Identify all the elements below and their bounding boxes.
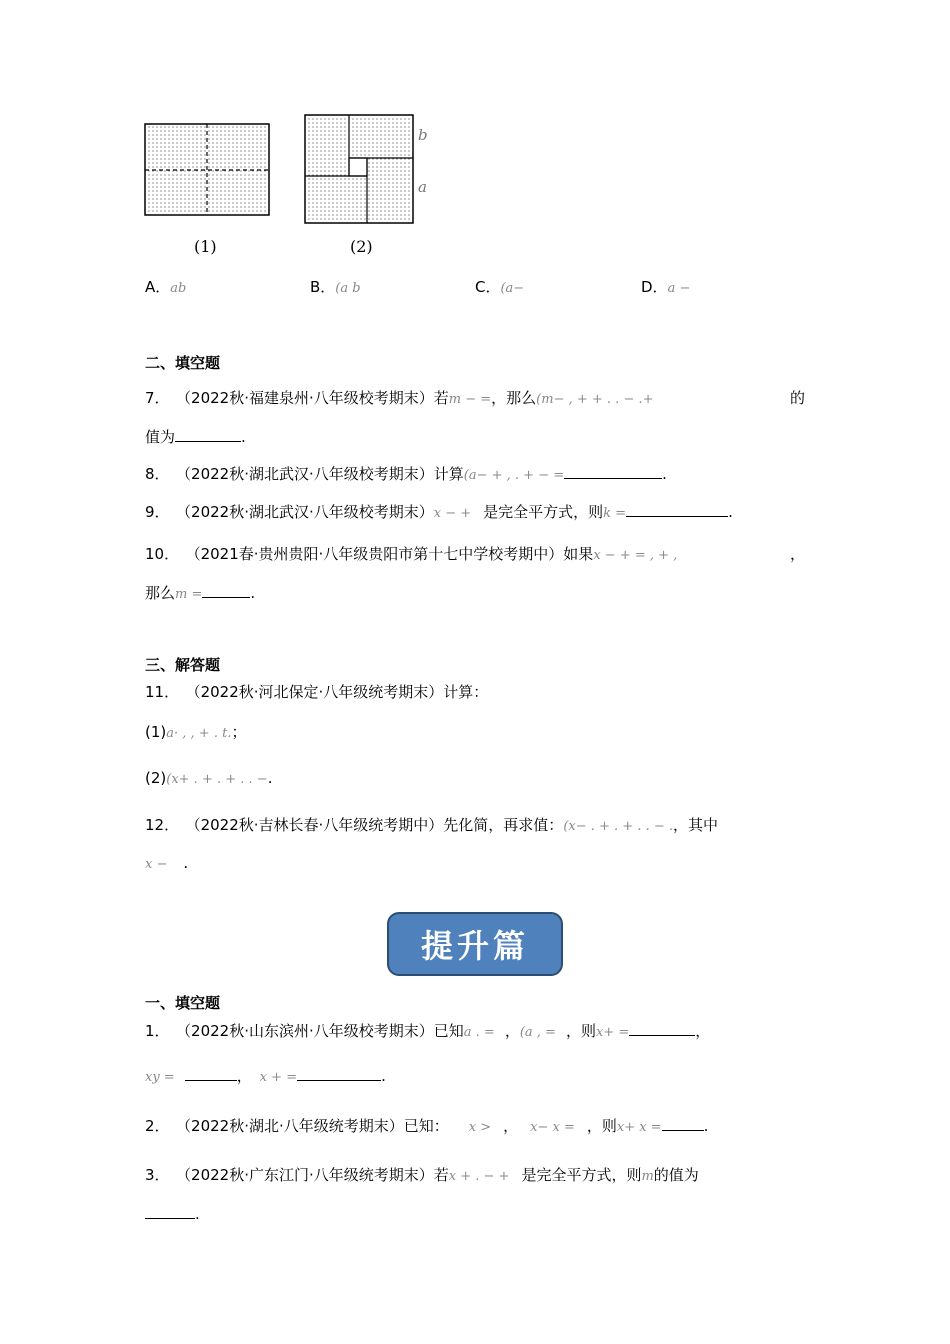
- advanced-question-1-line-2-math-1: xy =: [145, 1070, 175, 1085]
- question-10-line-2-text: 那么: [145, 584, 176, 602]
- question-11-part-1-label: (1): [145, 723, 167, 741]
- option-c-letter: C．: [475, 278, 501, 296]
- advanced-question-1-line-2: [145, 1064, 386, 1089]
- answer-blank-9[interactable]: [626, 500, 728, 517]
- banner-title: 提升篇: [420, 927, 529, 965]
- advanced-question-1-math-2: (a , =: [519, 1025, 556, 1040]
- advanced-question-1-line-2-math-2: x + =: [259, 1070, 298, 1085]
- question-11-part-2: [145, 767, 272, 791]
- question-11-part-1-end: ；: [231, 723, 247, 741]
- section-heading-fill-blank-advanced: 一、填空题: [145, 994, 221, 1012]
- advanced-question-3-number: 3．: [145, 1166, 170, 1184]
- advanced-question-1-math-1: a . =: [463, 1025, 495, 1040]
- advanced-question-1-line-2-end: .: [381, 1067, 386, 1085]
- advanced-question-3-line-2-end: .: [195, 1205, 200, 1223]
- question-10-math: x − + = , + ,: [593, 548, 678, 563]
- section-heading-fill-blank: 二、填空题: [145, 354, 221, 372]
- answer-blank-10[interactable]: [202, 581, 250, 598]
- answer-blank-adv-1c[interactable]: [297, 1064, 381, 1081]
- question-10-number: 10．: [145, 545, 180, 563]
- advanced-question-1-end: ，: [695, 1022, 711, 1040]
- option-b-letter: B．: [310, 278, 336, 296]
- question-9-math-2: k =: [603, 506, 627, 521]
- figure-2-label-b: b: [418, 126, 428, 144]
- advanced-question-2-math-1: x >: [468, 1120, 492, 1135]
- advanced-question-1-number: 1．: [145, 1022, 170, 1040]
- advanced-question-2-end: .: [703, 1117, 709, 1135]
- option-a-expr: ab: [170, 281, 187, 296]
- question-8-source: （2022秋·湖北武汉·八年级校考期末）计算: [183, 465, 464, 483]
- advanced-question-1-source: （2022秋·山东滨州·八年级校考期末）已知: [183, 1022, 464, 1040]
- answer-blank-adv-1a[interactable]: [629, 1019, 695, 1036]
- figure-2-caption: (2): [350, 237, 373, 256]
- question-12-line-2-end: .: [183, 854, 189, 872]
- advanced-question-3-math: x + . − +: [448, 1169, 510, 1184]
- question-7-source: （2022秋·福建泉州·八年级校考期末）若: [183, 389, 449, 407]
- question-7-mid: ，那么: [491, 389, 537, 407]
- question-7-math-2: (m− , + + . . − .+: [536, 392, 654, 407]
- question-12-line-1: [145, 814, 718, 838]
- question-12-line-2-math: x −: [145, 857, 168, 872]
- answer-blank-8[interactable]: [564, 462, 662, 479]
- answer-blank-7[interactable]: [175, 425, 241, 442]
- question-7-line-1: [145, 387, 654, 411]
- question-12-math: (x− . + . + . . − .: [563, 819, 674, 834]
- question-11-part-2-label: (2): [145, 769, 167, 787]
- question-9-end: .: [728, 503, 733, 521]
- question-7-line-2-end: .: [241, 428, 246, 446]
- option-a-letter: A．: [145, 278, 171, 296]
- question-11-part-2-math: (x+ . + . + . . −: [166, 772, 268, 787]
- question-9-source: （2022秋·湖北武汉·八年级校考期末）: [183, 503, 434, 521]
- advanced-question-3-source: （2022秋·广东江门·八年级统考期末）若: [183, 1166, 449, 1184]
- figure-1-caption: (1): [194, 237, 217, 256]
- question-12-line-2: [145, 852, 188, 876]
- question-10-source: （2021春·贵州贵阳·八年级贵阳市第十七中学校考期中）如果: [193, 545, 594, 563]
- advanced-question-2-source: （2022秋·湖北·八年级统考期末）已知：: [183, 1117, 449, 1135]
- question-8-end: .: [662, 465, 667, 483]
- option-d-expr: a −: [667, 281, 691, 296]
- advanced-question-1-mid-2: ，则: [565, 1022, 596, 1040]
- question-9-line: [145, 500, 733, 525]
- figure-2-square: [300, 110, 418, 228]
- question-12-end: ，其中: [673, 816, 719, 834]
- figure-1-rectangle: [140, 118, 275, 220]
- option-a[interactable]: [145, 276, 186, 297]
- question-9-mid: 是完全平方式，则: [483, 503, 604, 521]
- question-7-line-2: [145, 425, 246, 448]
- advanced-question-1-line-2-sep: ，: [236, 1067, 252, 1085]
- question-7-number: 7．: [145, 389, 170, 407]
- question-11-line: [145, 681, 488, 703]
- option-d-letter: D．: [641, 278, 668, 296]
- advanced-question-1-line-1: [145, 1019, 710, 1044]
- figure-2-label-a: a: [418, 178, 427, 196]
- question-10-line-2-end: .: [250, 584, 256, 602]
- answer-blank-adv-3[interactable]: [145, 1202, 195, 1219]
- question-8-line: [145, 462, 667, 487]
- advanced-question-2-number: 2．: [145, 1117, 170, 1135]
- answer-blank-adv-2[interactable]: [662, 1114, 704, 1131]
- advanced-question-1-mid: ，: [504, 1022, 520, 1040]
- question-11-number: 11．: [145, 683, 180, 701]
- option-b-expr: (a b: [335, 281, 361, 296]
- question-8-math: (a− + , . + − =: [463, 468, 565, 483]
- advanced-question-3-line-2: [145, 1202, 200, 1225]
- advanced-question-3-math-2: m: [641, 1169, 654, 1184]
- section-heading-solve: 三、解答题: [145, 656, 221, 674]
- question-11-part-1-math: a· , , + . t.: [166, 726, 232, 741]
- advanced-question-2-sep: ，: [503, 1117, 519, 1135]
- advanced-question-2-math-3: x+ x =: [616, 1120, 662, 1135]
- question-10-line-2: [145, 581, 255, 606]
- question-12-number: 12．: [145, 816, 180, 834]
- question-12-source: （2022秋·吉林长春·八年级统考期中）先化简，再求值：: [193, 816, 564, 834]
- advanced-question-2-mid: ，则: [586, 1117, 617, 1135]
- question-10-line-1: [145, 543, 677, 567]
- option-c[interactable]: [475, 276, 524, 297]
- question-7-end: 的: [790, 389, 806, 407]
- advanced-section-banner: [387, 912, 563, 976]
- advanced-question-2-line: [145, 1114, 708, 1139]
- question-8-number: 8．: [145, 465, 170, 483]
- question-9-number: 9．: [145, 503, 170, 521]
- answer-blank-adv-1b[interactable]: [185, 1064, 237, 1081]
- option-d[interactable]: [641, 276, 690, 297]
- option-b[interactable]: [310, 276, 361, 297]
- advanced-question-3-mid: 是完全平方式，则: [521, 1166, 642, 1184]
- question-11-source: （2022秋·河北保定·八年级统考期末）计算：: [193, 683, 489, 701]
- question-9-math-1: x − +: [433, 506, 472, 521]
- question-11-part-2-end: .: [267, 769, 273, 787]
- advanced-question-1-math-3: x+ =: [595, 1025, 630, 1040]
- question-11-part-1: [145, 721, 246, 745]
- question-10-end: ，: [790, 545, 806, 563]
- advanced-question-2-math-2: x− x =: [530, 1120, 575, 1135]
- question-10-math-2: m =: [175, 587, 203, 602]
- advanced-question-3-end: 的值为: [653, 1166, 699, 1184]
- question-7-line-2-text: 值为: [145, 428, 176, 446]
- question-7-math-1: m − =: [448, 392, 492, 407]
- option-c-expr: (a−: [500, 281, 525, 296]
- advanced-question-3-line-1: [145, 1164, 699, 1188]
